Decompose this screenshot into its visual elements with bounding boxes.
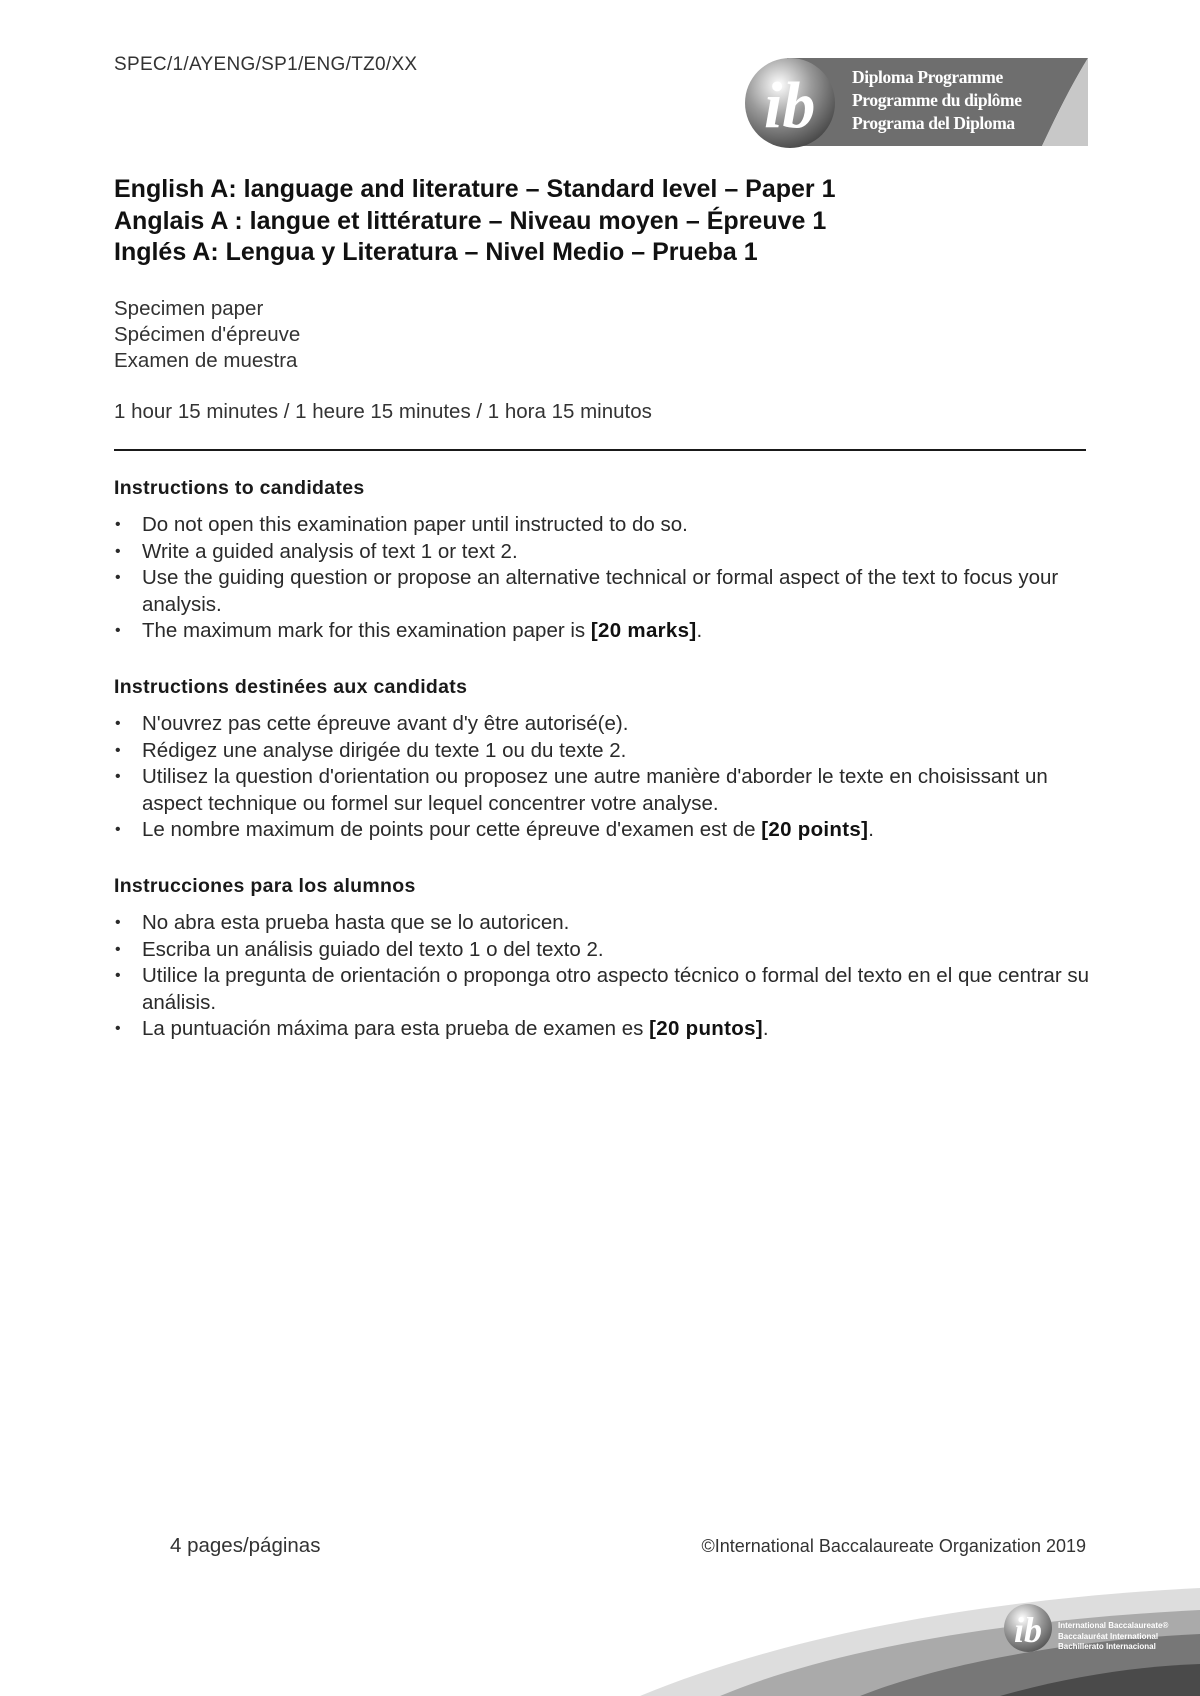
specimen-spanish: Examen de muestra <box>114 349 298 372</box>
title-english: English A: language and literature – Standard level – Paper 1 <box>114 175 836 203</box>
instruction-item: • N'ouvrez pas cette épreuve avant d'y être autorisé(e). <box>114 711 1104 738</box>
instruction-item: • The maximum mark for this examination paper is [20 marks]. <box>114 618 1104 645</box>
max-points: [20 points] <box>761 818 869 841</box>
instruction-list <box>114 910 1104 1043</box>
section-heading: Instructions destinées aux candidats <box>114 676 468 698</box>
bullet-icon: • <box>115 940 121 958</box>
paper-titles <box>114 174 836 269</box>
title-french: Anglais A : langue et littérature – Niveau moyen – Épreuve 1 <box>114 206 827 235</box>
footer-logo-line: Bachillerato Internacional <box>1058 1642 1156 1651</box>
title-spanish: Inglés A: Lengua y Literatura – Nivel Medio – Prueba 1 <box>114 238 758 266</box>
instruction-item: • Utilisez la question d'orientation ou proposez une autre manière d'aborder le texte en choisissant un aspect technique ou formel sur lequel concentrer votre analyse. <box>115 765 1048 815</box>
specimen-english: Specimen paper <box>114 297 264 320</box>
copyright: ©International Baccalaureate Organization 2019 <box>701 1536 1086 1556</box>
max-puntos: [20 puntos] <box>649 1017 763 1040</box>
instruction-item: • La puntuación máxima para esta prueba de examen es [20 puntos]. <box>114 1016 1104 1043</box>
bullet-icon: • <box>115 542 121 560</box>
footer-logo-line: Baccalauréat International <box>1058 1631 1159 1641</box>
instruction-item: • Escriba un análisis guiado del texto 1 o del texto 2. <box>114 937 1104 964</box>
instructions-spanish <box>114 875 1104 1043</box>
instructions-french <box>114 676 1104 844</box>
exam-duration: 1 hour 15 minutes / 1 heure 15 minutes / 1 hora 15 minutos <box>114 400 652 423</box>
instruction-item: • No abra esta prueba hasta que se lo autoricen. <box>114 910 1104 937</box>
instruction-list <box>114 512 1104 645</box>
bullet-icon: • <box>115 914 121 931</box>
ib-diploma-logo <box>742 56 1088 148</box>
bullet-icon: • <box>115 569 121 586</box>
page-count: 4 pages/páginas <box>170 1534 321 1557</box>
bullet-icon: • <box>115 821 121 838</box>
ib-logo-mark: ib <box>764 69 816 142</box>
instruction-item: • Utilice la pregunta de orientación o proponga otro aspecto técnico o formal del texto en el que centrar su análisis. <box>115 964 1089 1014</box>
bullet-icon: • <box>115 715 121 732</box>
bullet-icon: • <box>115 516 121 533</box>
instruction-list <box>114 711 1104 844</box>
section-heading: Instructions to candidates <box>114 477 365 499</box>
bullet-icon: • <box>115 967 121 984</box>
specimen-labels <box>114 296 300 374</box>
logo-line: Programme du diplôme <box>852 90 1022 110</box>
bullet-icon: • <box>115 622 121 639</box>
logo-line: Diploma Programme <box>852 67 1003 87</box>
bullet-icon: • <box>115 1020 121 1037</box>
bullet-icon: • <box>115 741 121 759</box>
instruction-item: • Use the guiding question or propose an alternative technical or formal aspect of the text to focus your analysis. <box>115 566 1059 616</box>
bullet-icon: • <box>115 768 121 785</box>
instructions-english <box>114 477 1104 645</box>
specimen-french: Spécimen d'épreuve <box>114 323 301 346</box>
max-marks: [20 marks] <box>590 619 697 642</box>
footer-ib-logo-text <box>1058 1621 1168 1653</box>
instruction-item: • Rédigez une analyse dirigée du texte 1 ou du texte 2. <box>114 738 1104 765</box>
logo-line: Programa del Diploma <box>852 113 1015 133</box>
logo-programme-names <box>852 66 1022 135</box>
instruction-item: • Le nombre maximum de points pour cette épreuve d'examen est de [20 points]. <box>114 817 1104 844</box>
instruction-item: • Do not open this examination paper until instructed to do so. <box>114 512 1104 539</box>
footer-logo-line: International Baccalaureate® <box>1058 1621 1169 1630</box>
paper-code: SPEC/1/AYENG/SP1/ENG/TZ0/XX <box>114 54 418 75</box>
section-heading: Instrucciones para los alumnos <box>114 875 416 897</box>
footer-ib-mark: ib <box>1014 1610 1043 1650</box>
horizontal-divider <box>114 449 1086 451</box>
instruction-item: • Write a guided analysis of text 1 or text 2. <box>114 539 1104 566</box>
